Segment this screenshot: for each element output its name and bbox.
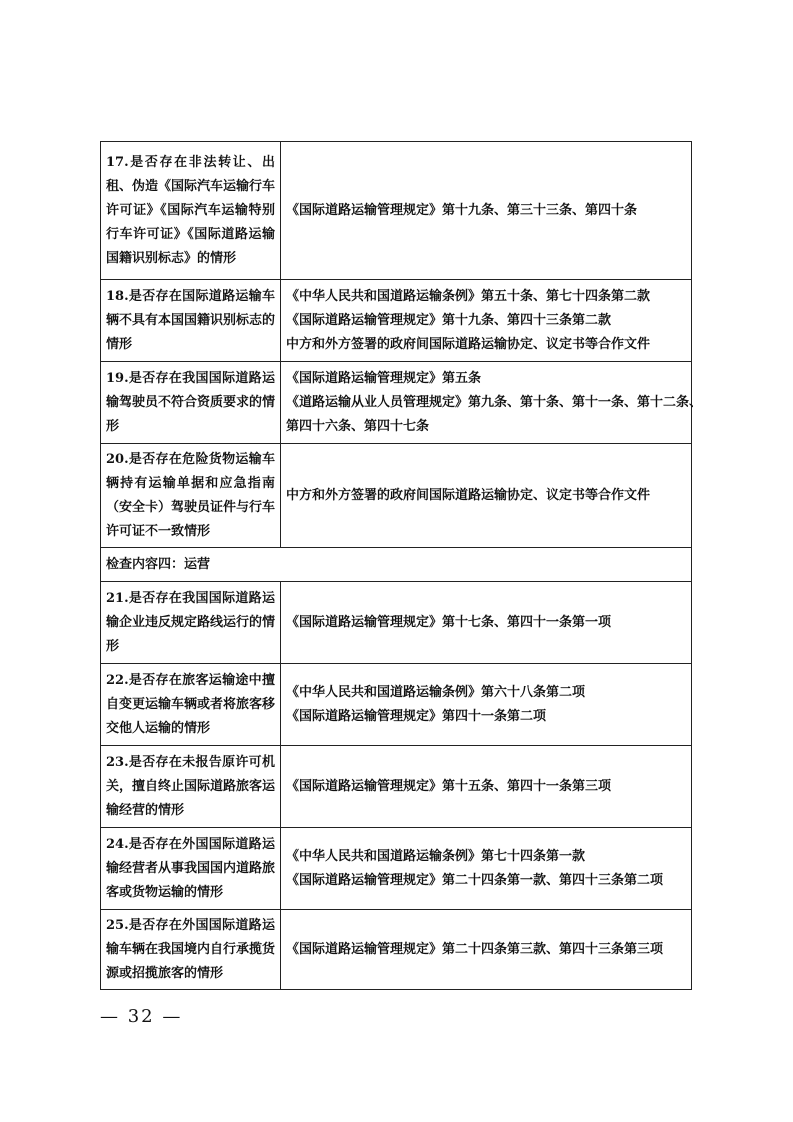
inspection-question: 17.是否存在非法转让、出租、伪造《国际汽车运输行车许可证》《国际汽车运输特别行车许可证》《国际道路运输国籍识别标志》的情形 (101, 142, 281, 280)
inspection-question: 19.是否存在我国国际道路运输驾驶员不符合资质要求的情形 (101, 362, 281, 444)
table-row (101, 280, 692, 362)
legal-basis-line: 《中华人民共和国道路运输条例》第五十条、第七十四条第二款 (286, 288, 651, 304)
inspection-question: 22.是否存在旅客运输途中擅自变更运输车辆或者将旅客移交他人运输的情形 (101, 664, 281, 746)
inspection-question: 21.是否存在我国国际道路运输企业违反规定路线运行的情形 (101, 582, 281, 664)
page-number: — 32 — (100, 1006, 183, 1027)
legal-basis-cell (281, 664, 692, 746)
legal-basis-line: 《中华人民共和国道路运输条例》第七十四条第一款 (286, 848, 586, 864)
legal-basis-cell (281, 362, 703, 444)
section-row (101, 548, 692, 582)
inspection-table (100, 141, 703, 990)
section-heading: 检查内容四：运营 (101, 548, 692, 582)
legal-basis-cell (281, 142, 692, 280)
inspection-question: 25.是否存在外国国际道路运输车辆在我国境内自行承揽货源或招揽旅客的情形 (101, 910, 281, 990)
table-row (101, 664, 692, 746)
table-row (101, 910, 692, 990)
inspection-table-body (101, 142, 703, 990)
legal-basis-line: 《国际道路运输管理规定》第十七条、第四十一条第一项 (286, 614, 612, 630)
table-row (101, 746, 692, 828)
table-row (101, 828, 692, 910)
legal-basis-cell (281, 280, 692, 362)
legal-basis-line: 第四十六条、第四十七条 (286, 418, 430, 434)
table-row (101, 444, 692, 548)
legal-basis-cell (281, 828, 692, 910)
legal-basis-line: 《国际道路运输管理规定》第十九条、第三十三条、第四十条 (286, 202, 638, 218)
legal-basis-line: 《中华人民共和国道路运输条例》第六十八条第二项 (286, 684, 586, 700)
legal-basis-cell (281, 910, 692, 990)
inspection-question: 18.是否存在国际道路运输车辆不具有本国国籍识别标志的情形 (101, 280, 281, 362)
legal-basis-line: 《国际道路运输管理规定》第二十四条第一款、第四十三条第二项 (286, 872, 664, 888)
inspection-question: 20.是否存在危险货物运输车辆持有运输单据和应急指南（安全卡）驾驶员证件与行车许可证不一致情形 (101, 444, 281, 548)
inspection-question: 23.是否存在未报告原许可机关，擅自终止国际道路旅客运输经营的情形 (101, 746, 281, 828)
legal-basis-cell (281, 746, 692, 828)
inspection-question: 24.是否存在外国国际道路运输经营者从事我国国内道路旅客或货物运输的情形 (101, 828, 281, 910)
legal-basis-line: 《国际道路运输管理规定》第四十一条第二项 (286, 708, 547, 724)
table-row (101, 582, 692, 664)
legal-basis-line: 《道路运输从业人员管理规定》第九条、第十条、第十一条、第十二条、 (286, 394, 703, 410)
legal-basis-line: 《国际道路运输管理规定》第十五条、第四十一条第三项 (286, 778, 612, 794)
legal-basis-line: 《国际道路运输管理规定》第十九条、第四十三条第二款 (286, 312, 612, 328)
legal-basis-line: 《国际道路运输管理规定》第二十四条第三款、第四十三条第三项 (286, 941, 664, 957)
legal-basis-cell (281, 582, 692, 664)
legal-basis-line: 中方和外方签署的政府间国际道路运输协定、议定书等合作文件 (286, 487, 651, 503)
legal-basis-line: 《国际道路运输管理规定》第五条 (286, 370, 482, 386)
table-row (101, 362, 692, 444)
legal-basis-cell (281, 444, 692, 548)
legal-basis-line: 中方和外方签署的政府间国际道路运输协定、议定书等合作文件 (286, 336, 651, 352)
table-row (101, 142, 692, 280)
